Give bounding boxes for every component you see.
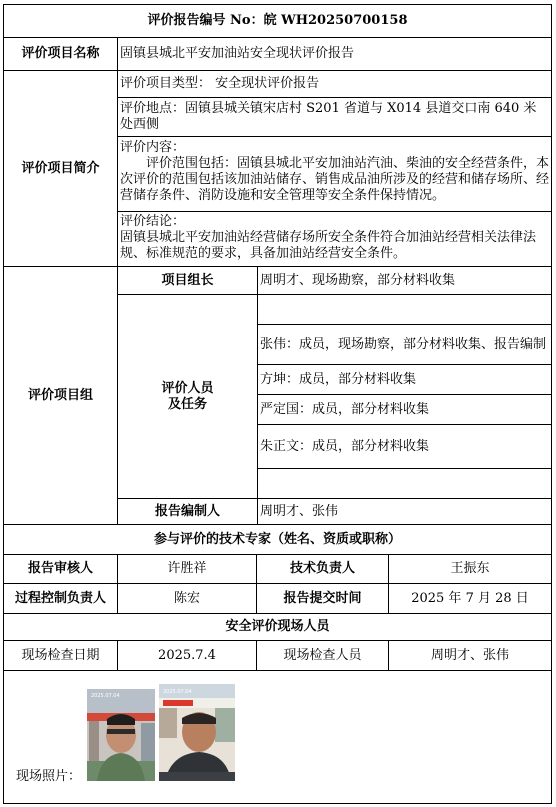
leader-label: 项目组长 bbox=[118, 267, 257, 295]
project-intro-row bbox=[4, 70, 551, 266]
svg-text:2025.07.04: 2025.07.04 bbox=[91, 693, 120, 699]
site-date-value: 2025.7.4 bbox=[117, 641, 256, 670]
reviewer-value: 许胜祥 bbox=[117, 555, 256, 583]
team-row bbox=[4, 266, 551, 524]
conclusion-title: 评价结论： bbox=[120, 214, 186, 229]
team-label: 评价项目组 bbox=[27, 387, 93, 403]
team-content bbox=[117, 267, 551, 524]
site-date-label: 现场检查日期 bbox=[21, 647, 100, 663]
content-title: 评价内容： bbox=[120, 140, 186, 155]
reviewer-row bbox=[4, 554, 551, 583]
report-cover-table bbox=[3, 4, 552, 804]
submit-value: 2025 年 7 月 28 日 bbox=[388, 584, 551, 613]
project-intro-content bbox=[117, 71, 551, 266]
project-name-row bbox=[4, 37, 551, 70]
member-row-3: 严定国：成员，部分材料收集 bbox=[258, 395, 551, 425]
report-number-row bbox=[4, 5, 551, 37]
content-text: 评价范围包括：固镇县城北平安加油站汽油、柴油的安全经营条件，本次评价的范围包括该加油站储存、销售成品油所涉及的经营和储存场所、经营储存条件、消防设施和安全管理等安全条件保持情况。 bbox=[120, 156, 550, 203]
project-name-value: 固镇县城北平安加油站安全现状评价报告 bbox=[117, 38, 551, 70]
site-row bbox=[4, 640, 551, 670]
project-intro-label: 评价项目简介 bbox=[21, 160, 100, 176]
reviewer-label: 报告审核人 bbox=[27, 561, 93, 576]
submit-label: 报告提交时间 bbox=[256, 584, 388, 613]
experts-title: 参与评价的技术专家（姓名、资质或职称） bbox=[4, 524, 551, 554]
project-content bbox=[118, 137, 551, 212]
site-staff-value: 周明才、张伟 bbox=[388, 641, 551, 670]
svg-text:2025.07.04: 2025.07.04 bbox=[163, 689, 192, 695]
project-location: 评价地点：固镇县城关镇宋店村 S201 省道与 X014 县道交口南 640 米处西侧 bbox=[118, 98, 551, 137]
writer-label: 报告编制人 bbox=[154, 503, 220, 519]
members-list bbox=[257, 295, 551, 499]
leader-value: 周明才、现场勘察，部分材料收集 bbox=[257, 267, 551, 295]
site-photo-1 bbox=[87, 689, 155, 781]
photo-row bbox=[4, 670, 551, 803]
members-label: 评价人员 及任务 bbox=[118, 295, 257, 499]
photo-label: 现场照片： bbox=[16, 769, 82, 784]
process-value: 陈宏 bbox=[117, 584, 256, 613]
report-number: 评价报告编号 No：皖 WH20250700158 bbox=[147, 13, 408, 28]
tech-lead-value: 王振东 bbox=[388, 555, 551, 583]
process-label: 过程控制负责人 bbox=[14, 590, 106, 606]
process-row bbox=[4, 583, 551, 613]
site-title: 安全评价现场人员 bbox=[4, 613, 551, 640]
conclusion-text: 固镇县城北平安加油站经营储存场所安全条件符合加油站经营相关法律法规、标准规范的要求，具备加油站经营安全条件。 bbox=[120, 230, 537, 261]
member-row-2: 方坤：成员，部分材料收集 bbox=[258, 365, 551, 395]
member-row-1: 张伟：成员，现场勘察，部分材料收集、报告编制 bbox=[258, 325, 551, 365]
member-row-0 bbox=[258, 295, 551, 325]
writer-value: 周明才、张伟 bbox=[257, 499, 551, 524]
member-row-5 bbox=[258, 469, 551, 499]
project-conclusion bbox=[118, 212, 551, 266]
member-row-4: 朱正文：成员，部分材料收集 bbox=[258, 425, 551, 469]
site-photo-2 bbox=[159, 684, 235, 781]
tech-lead-label: 技术负责人 bbox=[256, 555, 388, 583]
site-staff-label: 现场检查人员 bbox=[256, 641, 388, 670]
project-name-label: 评价项目名称 bbox=[21, 46, 100, 61]
project-type: 评价项目类型： 安全现状评价报告 bbox=[118, 71, 551, 98]
